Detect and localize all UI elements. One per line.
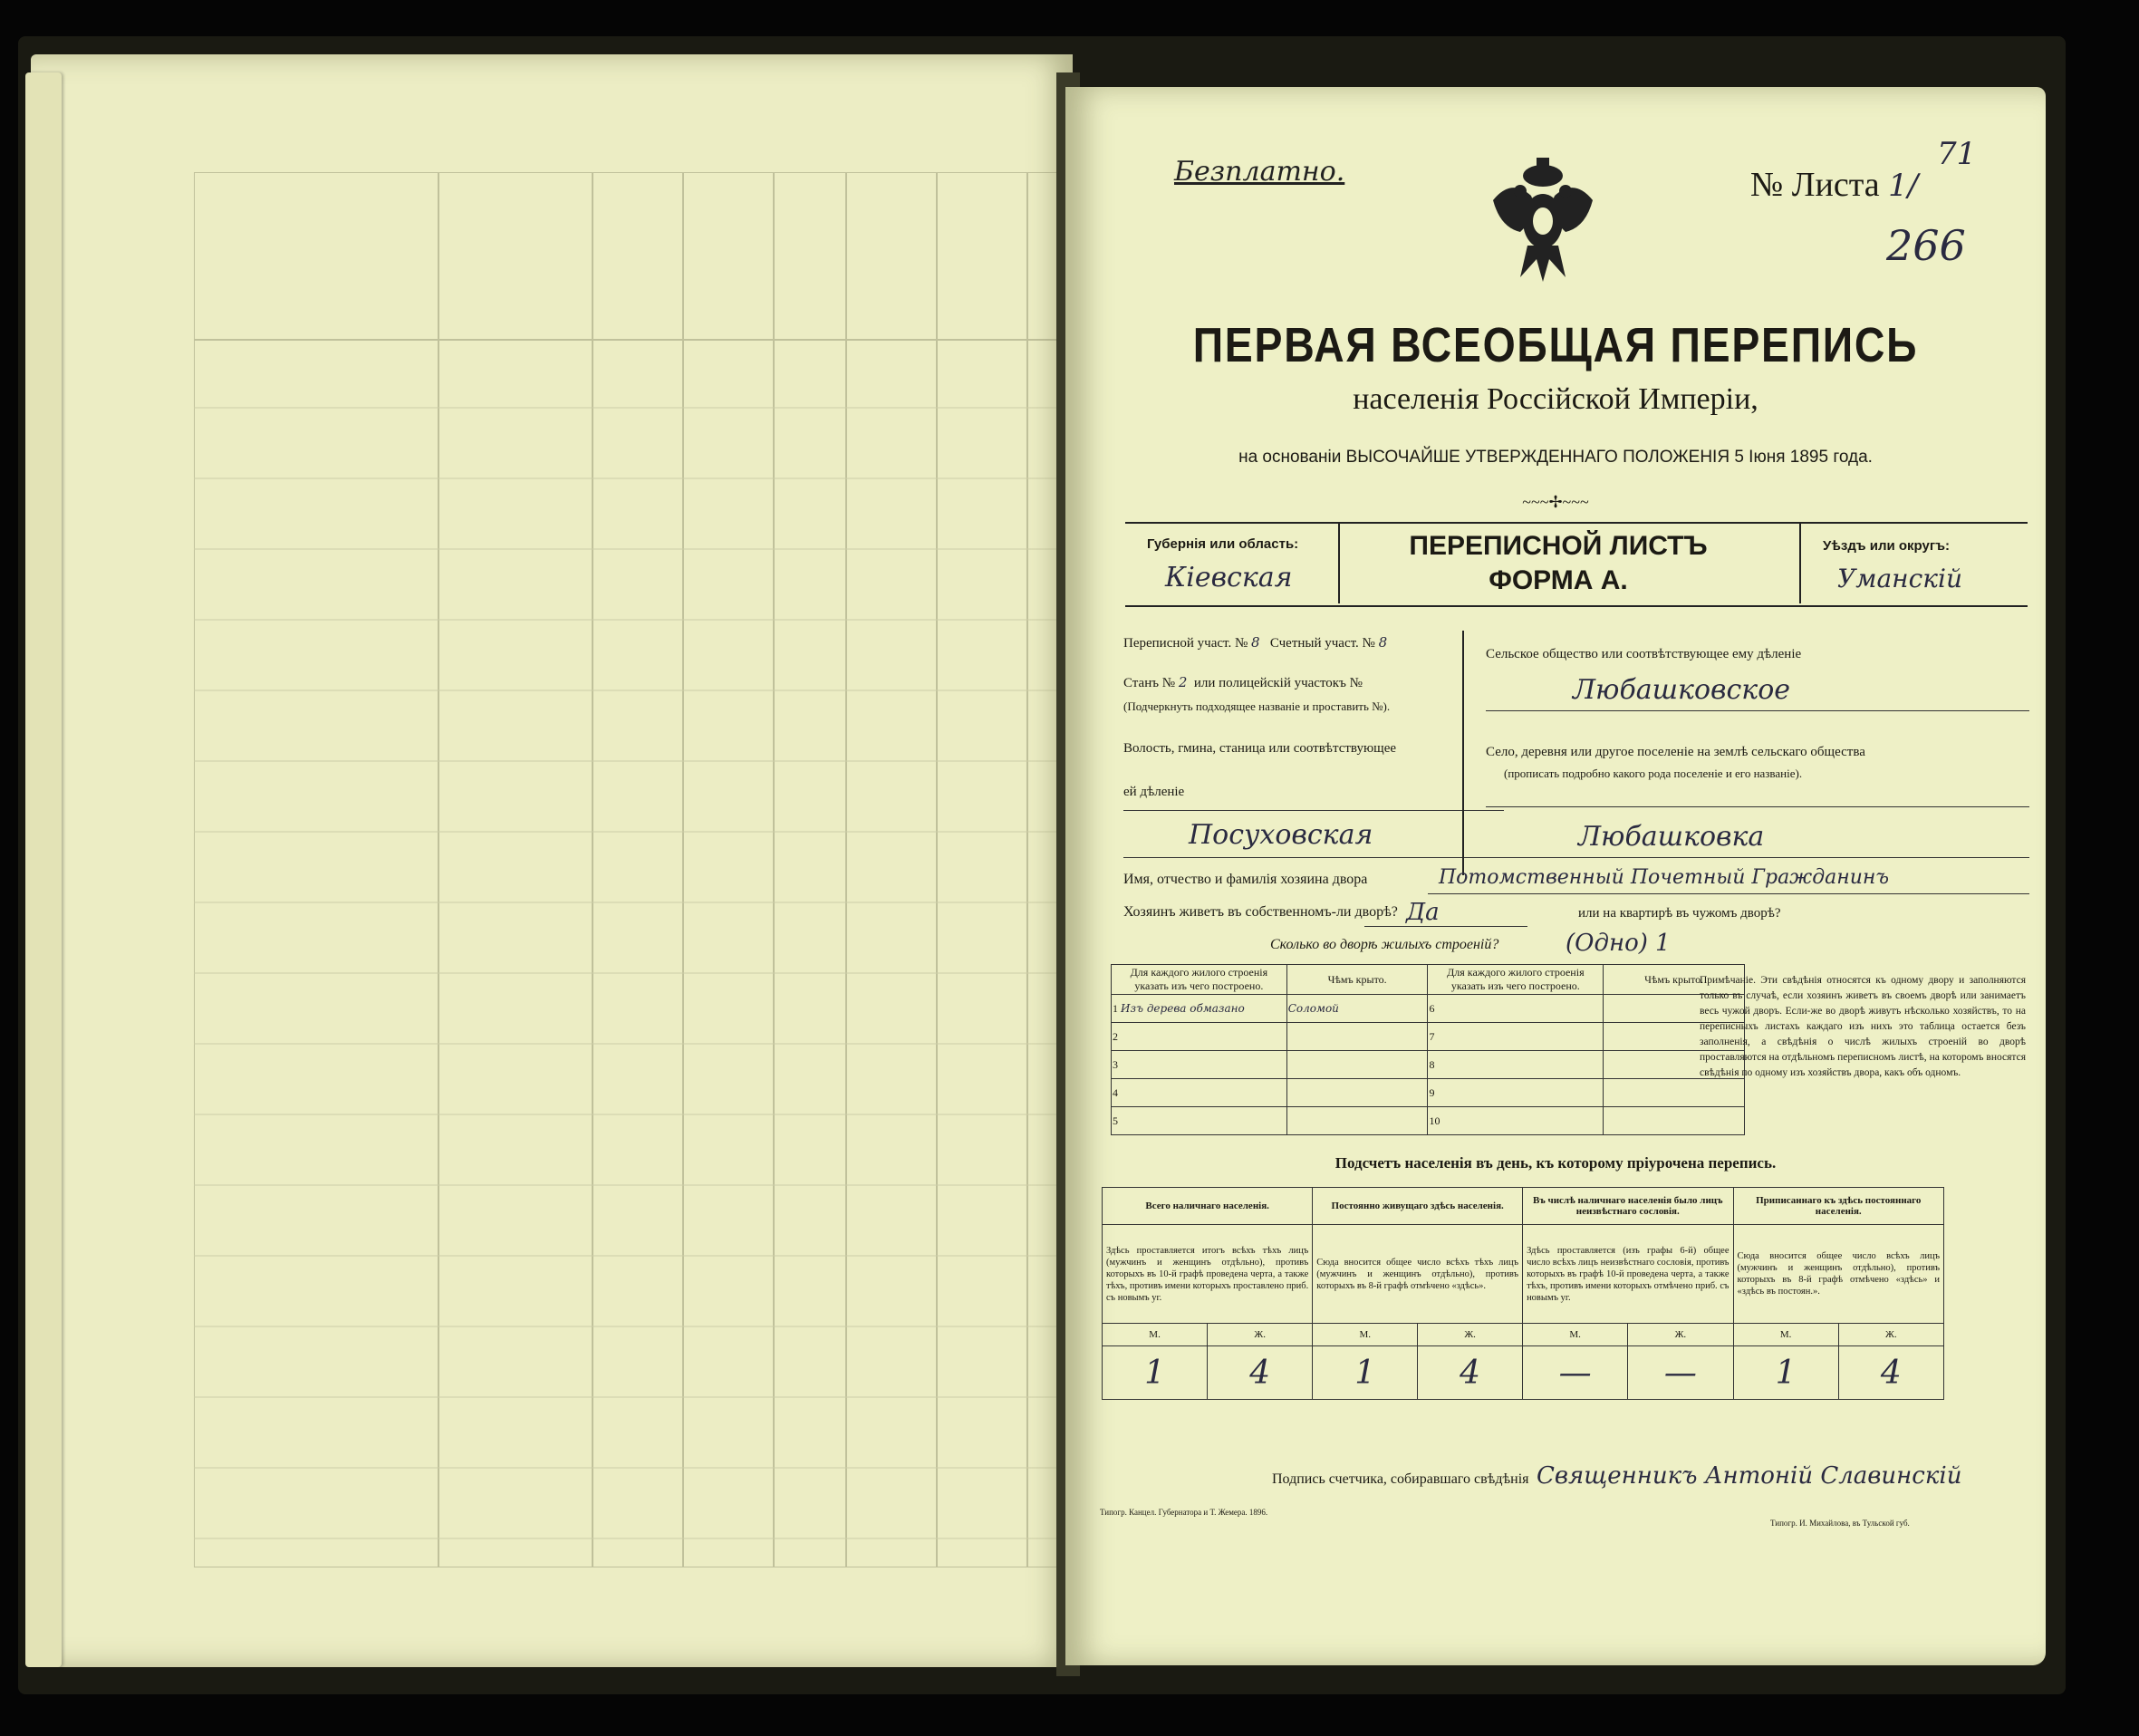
count-col-desc: Здѣсь проставляется итогъ всѣхъ тѣхъ лицъ (мужчинъ и женщинъ отдѣльно), противъ которыхъ въ 10-й графѣ проведена черта, а также тѣхъ, противъ имени которыхъ проставлено приб. съ новымъ уг. <box>1103 1225 1313 1324</box>
female-label: Ж. <box>1628 1324 1733 1346</box>
count-col-desc: Сюда вносится общее число всѣхъ лицъ (мужчинъ и женщинъ отдѣльно), противъ которыхъ въ 8-й графѣ отмѣчено «здѣсь» и «здѣсь въ постоян.». <box>1733 1225 1944 1324</box>
sheet-no-value: 1/ <box>1888 168 1919 204</box>
buildings-col-material: Для каждого жилого строенія указать изъ чего построено. <box>1112 965 1287 995</box>
field-stan <box>1123 674 1504 691</box>
signature-value: Священникъ Антоній Славинскій <box>1537 1462 1962 1490</box>
male-count: 1 <box>1733 1346 1838 1400</box>
perepis-uch-label: Переписной участ. № <box>1123 636 1248 651</box>
gubernia-label: Губернія или область: <box>1147 536 1299 552</box>
obshchestvo-value: Любашковское <box>1573 674 1791 706</box>
row-number: 1 <box>1113 1001 1118 1015</box>
row-number: 8 <box>1429 1057 1435 1071</box>
volost-label: Волость, гмина, станица или соотвѣтствующее <box>1123 741 1397 756</box>
buildings-label: Сколько во дворѣ жилыхъ строеній? <box>1270 937 1499 952</box>
stan-label: Станъ № <box>1123 676 1176 690</box>
count-title: Подсчетъ населенія въ день, къ которому пріурочена перепись. <box>1334 1154 1777 1172</box>
signature-label: Подпись счетчика, собиравшаго свѣдѣнія <box>1272 1471 1529 1487</box>
page-edges <box>25 72 62 1667</box>
buildings-cell <box>1428 1079 1604 1107</box>
count-col-head: Всего наличнаго населенія. <box>1103 1188 1313 1225</box>
count-col-head: Постоянно живущаго здѣсь населенія. <box>1313 1188 1523 1225</box>
buildings-cell <box>1112 1079 1287 1107</box>
row-number: 5 <box>1113 1114 1118 1127</box>
buildings-value: (Одно) 1 <box>1566 930 1671 957</box>
row-number: 6 <box>1429 1001 1435 1015</box>
buildings-col-roof: Чѣмъ крыто. <box>1286 965 1428 995</box>
owner-label: Имя, отчество и фамилія хозяина двора <box>1123 872 1368 887</box>
buildings-cell <box>1112 1107 1287 1135</box>
female-count: 4 <box>1418 1346 1523 1400</box>
uezd-value: Уманскій <box>1837 564 1962 593</box>
owner-line <box>1428 893 2029 894</box>
imperial-eagle-emblem <box>1484 150 1602 286</box>
male-label: М. <box>1523 1324 1628 1346</box>
uezd-box <box>1799 524 2028 603</box>
field-perepis-uchastok <box>1123 636 1504 651</box>
row-number: 9 <box>1429 1085 1435 1099</box>
ornament-divider: ~~~✢~~~ <box>1522 493 1589 511</box>
buildings-cell <box>1112 1051 1287 1079</box>
column-divider <box>1462 631 1464 875</box>
male-count: — <box>1523 1346 1628 1400</box>
buildings-table <box>1111 964 1745 1135</box>
buildings-cell <box>1286 1051 1428 1079</box>
stan-value: 2 <box>1178 674 1188 690</box>
male-count: 1 <box>1103 1346 1208 1400</box>
male-label: М. <box>1103 1324 1208 1346</box>
archive-folio-2: 266 <box>1886 221 1966 270</box>
census-form-page <box>1065 87 2046 1665</box>
population-count-table <box>1102 1187 1944 1400</box>
obshchestvo-label: Сельское общество или соотвѣтствующее ему дѣленіе <box>1486 647 1802 661</box>
volost-line-2 <box>1123 857 1504 858</box>
buildings-col-material-2: Для каждого жилого строенія указать изъ чего построено. <box>1428 965 1604 995</box>
perepis-uch-value: 8 <box>1251 634 1260 651</box>
gubernia-box <box>1125 524 1340 603</box>
printer-left: Типогр. Канцел. Губернатора и Т. Жемера. 1896. <box>1100 1508 1268 1517</box>
note-paragraph: Примѣчаніе. Эти свѣдѣнія относятся къ одному двору и заполняются только въ случаѣ, если хозяинъ живетъ въ своемъ дворѣ или занимаетъ весь чужой дворъ. Если-же во дворѣ живутъ нѣсколько хозяйствъ, то на переписныхъ листахъ каждаго изъ нихъ это таблица остается безъ заполненія, а свѣдѣнія о числѣ жилыхъ строеній во дворѣ проставляются на отдѣльномъ переписномъ листѣ, на которомъ вносятся свѣдѣнія по одному изъ хозяйствъ двора, какъ объ одномъ. <box>1700 975 2026 1078</box>
sheet-no-label: № Листа <box>1750 166 1880 204</box>
count-col-head: Приписаннаго къ здѣсь постояннаго населенія. <box>1733 1188 1944 1225</box>
schetny-uch-value: 8 <box>1378 634 1388 651</box>
police-label: или полицейскій участокъ № <box>1193 676 1363 690</box>
male-count: 1 <box>1313 1346 1418 1400</box>
row-number: 3 <box>1113 1057 1118 1071</box>
printer-right: Типогр. И. Михайлова, въ Тульской губ. <box>1770 1519 1910 1528</box>
selo-note: (прописать подробно какого рода поселеніе и его названіе). <box>1504 767 1803 780</box>
female-count: — <box>1628 1346 1733 1400</box>
selo-value: Любашковка <box>1578 821 1765 853</box>
row-number: 10 <box>1429 1114 1440 1127</box>
form-main-title: ПЕРВАЯ ВСЕОБЩАЯ ПЕРЕПИСЬ <box>1192 318 1919 372</box>
buildings-col-roof-2: Чѣмъ крыто. <box>1604 965 1745 995</box>
count-col-head: Въ числѣ наличнаго населенія было лицъ неизвѣстнаго сословія. <box>1523 1188 1733 1225</box>
count-col-desc: Здѣсь проставляется (изъ графы 6-й) общее число всѣхъ лицъ неизвѣстнаго сословія, противъ которыхъ въ графѣ 10-й проведена черта, а также тѣхъ, противъ имени которыхъ отмѣчено приб. съ новымъ уг. <box>1523 1225 1733 1324</box>
volost-line-1 <box>1123 810 1504 811</box>
buildings-cell <box>1604 1107 1745 1135</box>
form-basis: на основаніи ВЫСОЧАЙШЕ УТВЕРЖДЕННАГО ПОЛОЖЕНІЯ 5 Іюня 1895 года. <box>1238 448 1873 467</box>
roof-value: Соломой <box>1287 1001 1339 1015</box>
form-subtitle: населенія Россійской Имперіи, <box>1353 382 1758 416</box>
buildings-cell <box>1428 1023 1604 1051</box>
buildings-cell <box>1112 995 1287 1023</box>
owner-value: Потомственный Почетный Гражданинъ <box>1439 866 1890 889</box>
volost-value: Посуховская <box>1189 819 1373 851</box>
archive-folio-1: 71 <box>1937 136 1977 172</box>
buildings-row <box>1112 1079 1745 1107</box>
buildings-cell <box>1112 1023 1287 1051</box>
buildings-cell <box>1286 1023 1428 1051</box>
sheet-number <box>1750 165 1918 205</box>
row-number: 7 <box>1429 1029 1435 1043</box>
own-house-value: Да <box>1406 899 1440 926</box>
free-label: Безплатно. <box>1174 156 1345 188</box>
obshchestvo-line <box>1486 710 2029 711</box>
selo-line-1 <box>1486 806 2029 807</box>
row-number: 4 <box>1113 1085 1118 1099</box>
male-label: М. <box>1733 1324 1838 1346</box>
female-count: 4 <box>1838 1346 1943 1400</box>
selo-label: Село, деревня или другое поселеніе на землѣ сельскаго общества <box>1486 745 1865 759</box>
form-header-band <box>1125 522 2028 607</box>
buildings-cell <box>1428 1051 1604 1079</box>
buildings-row <box>1112 1023 1745 1051</box>
own-house-label: Хозяинъ живетъ въ собственномъ-ли дворѣ? <box>1123 904 1398 920</box>
female-label: Ж. <box>1838 1324 1943 1346</box>
buildings-cell <box>1604 1079 1745 1107</box>
volost-label-2: ей дѣленіе <box>1123 785 1185 799</box>
buildings-row <box>1112 995 1745 1023</box>
buildings-row <box>1112 1051 1745 1079</box>
uezd-label: Уѣздъ или округъ: <box>1823 538 1951 554</box>
gubernia-value: Кіевская <box>1165 562 1293 593</box>
male-label: М. <box>1313 1324 1418 1346</box>
buildings-row <box>1112 1107 1745 1135</box>
form-title: ФОРМА А. <box>1489 565 1628 595</box>
buildings-cell <box>1286 1107 1428 1135</box>
buildings-cell <box>1286 1079 1428 1107</box>
buildings-cell <box>1286 995 1428 1023</box>
buildings-cell <box>1428 1107 1604 1135</box>
sheet-title: ПЕРЕПИСНОЙ ЛИСТЪ <box>1409 531 1708 561</box>
schetny-uch-label: Счетный участ. № <box>1269 636 1375 651</box>
ghost-table-grid <box>194 172 1100 1567</box>
rent-label: или на квартирѣ въ чужомъ дворѣ? <box>1578 906 1781 921</box>
own-house-line <box>1364 926 1527 927</box>
female-label: Ж. <box>1208 1324 1313 1346</box>
buildings-cell <box>1428 995 1604 1023</box>
material-value: Изъ дерева обмазано <box>1121 1001 1245 1015</box>
selo-line-2 <box>1486 857 2029 858</box>
count-col-desc: Сюда вносится общее число всѣхъ тѣхъ лицъ (мужчинъ и женщинъ отдѣльно), противъ которыхъ въ 8-й графѣ отмѣчено «здѣсь». <box>1313 1225 1523 1324</box>
female-label: Ж. <box>1418 1324 1523 1346</box>
stan-note: (Подчеркнуть подходящее названіе и проставить №). <box>1123 699 1391 713</box>
row-number: 2 <box>1113 1029 1118 1043</box>
female-count: 4 <box>1208 1346 1313 1400</box>
left-page <box>31 54 1073 1667</box>
